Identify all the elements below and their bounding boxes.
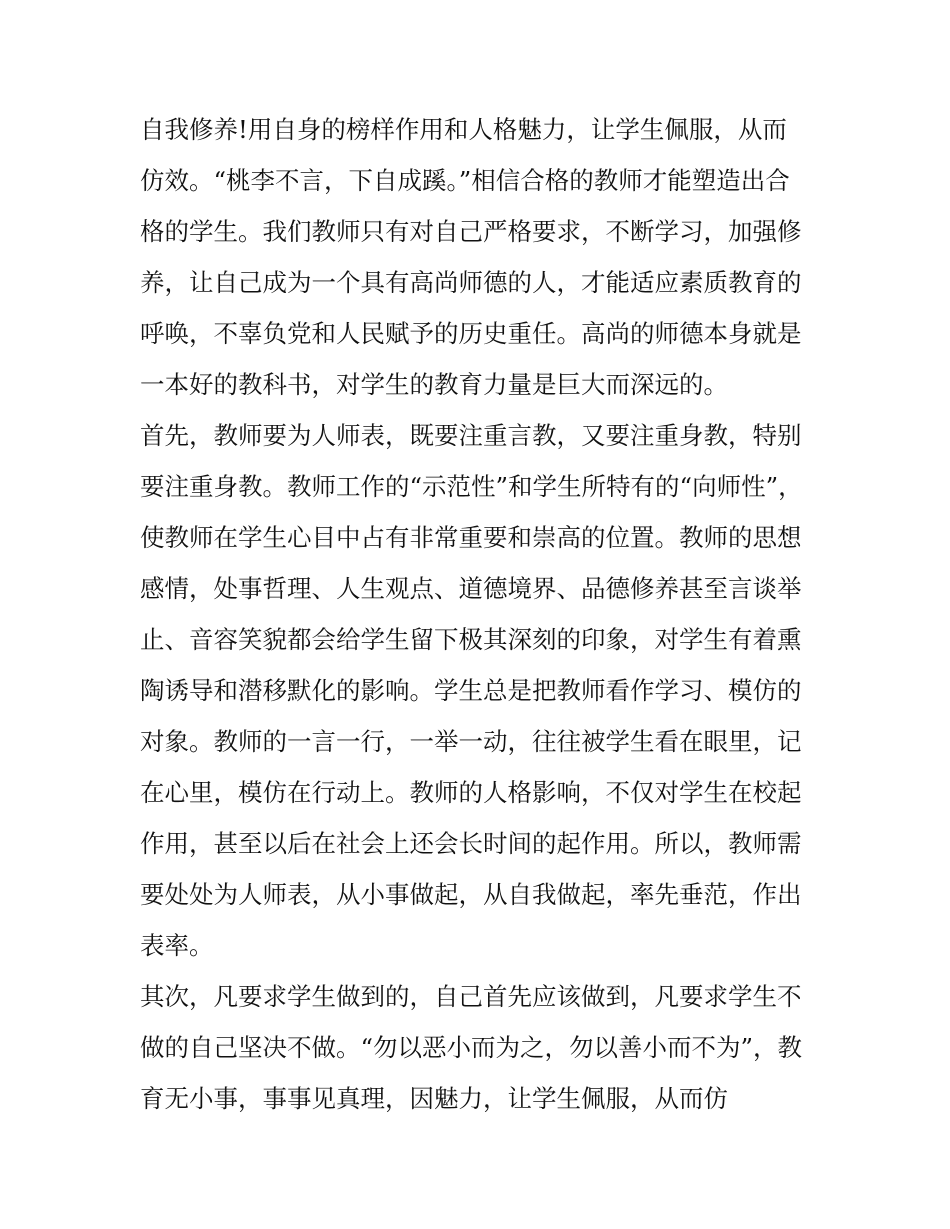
text-line: 陶诱导和潜移默化的影响。学生总是把教师看作学习、模仿的 [140,676,802,705]
text-line: 呼唤，不辜负党和人民赋予的历史重任。高尚的师德本身就是 [140,319,802,348]
text-line: 做的自己坚决不做。“勿以恶小而为之，勿以善小而不为”，教 [140,1033,803,1062]
text-line: 止、音容笑貌都会给学生留下极其深刻的印象，对学生有着熏 [140,625,802,654]
text-line: 格的学生。我们教师只有对自己严格要求，不断学习，加强修 [140,217,802,246]
text-line: 一本好的教科书，对学生的教育力量是巨大而深远的。 [140,370,728,399]
text-line: 首先，教师要为人师表，既要注重言教，又要注重身教，特别 [140,421,802,450]
text-line: 要注重身教。教师工作的“示范性”和学生所特有的“向师性”， [140,472,803,501]
text-line: 作用，甚至以后在社会上还会长时间的起作用。所以，教师需 [140,829,802,858]
body-text [140,104,820,1124]
text-line: 育无小事，事事见真理，因魅力，让学生佩服，从而仿 [140,1084,728,1113]
text-line: 仿效。“桃李不言，下自成蹊。”相信合格的教师才能塑造出合 [140,166,790,195]
text-line: 使教师在学生心目中占有非常重要和崇高的位置。教师的思想 [140,523,802,552]
text-line: 养，让自己成为一个具有高尚师德的人，才能适应素质教育的 [140,268,802,297]
text-line: 感情，处事哲理、人生观点、道德境界、品德修养甚至言谈举 [140,574,802,603]
text-line: 对象。教师的一言一行，一举一动，往往被学生看在眼里，记 [140,727,802,756]
text-line: 表率。 [140,931,214,960]
text-line: 在心里，模仿在行动上。教师的人格影响，不仅对学生在校起 [140,778,802,807]
text-line: 自我修养!用自身的榜样作用和人格魅力，让学生佩服，从而 [140,115,787,144]
text-line: 其次，凡要求学生做到的，自己首先应该做到，凡要求学生不 [140,982,802,1011]
text-line: 要处处为人师表，从小事做起，从自我做起，率先垂范，作出 [140,880,802,909]
